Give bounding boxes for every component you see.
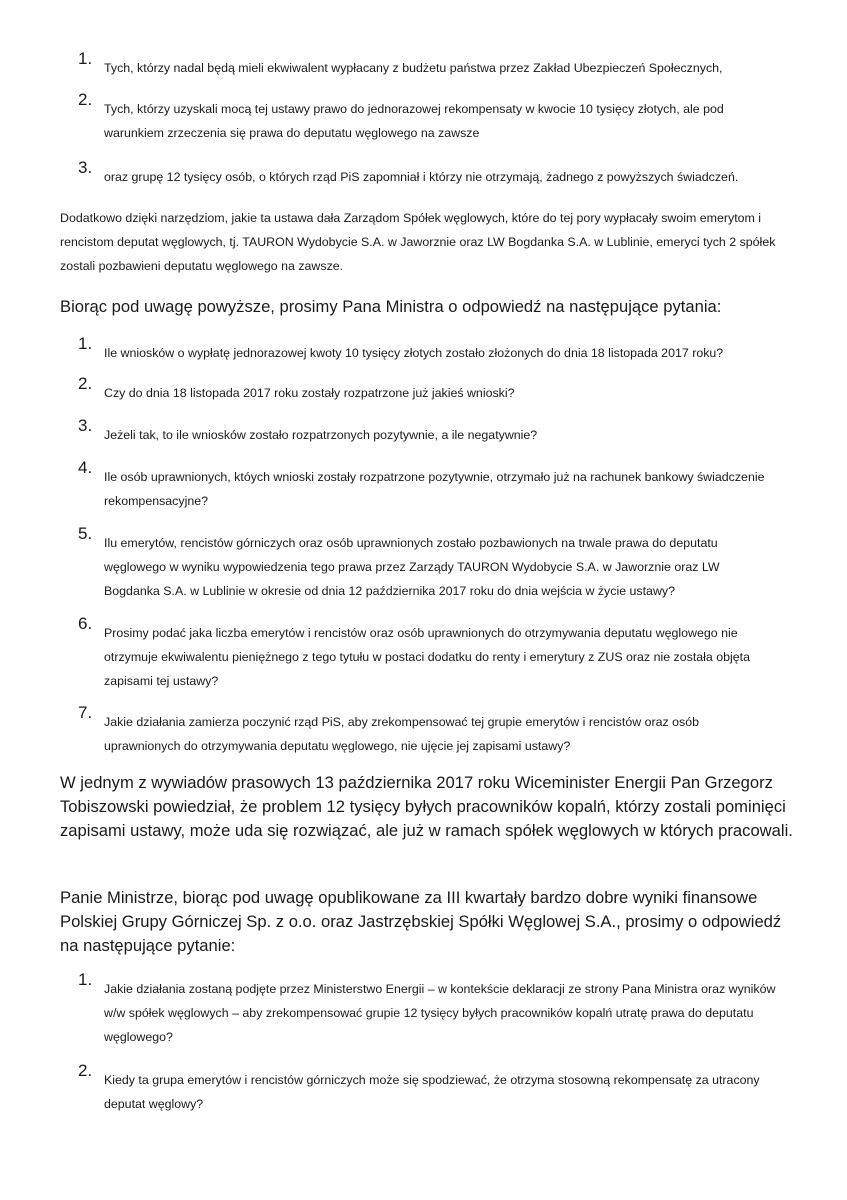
list-number: 5.	[78, 524, 93, 543]
list-item	[78, 970, 778, 1049]
list-text: Prosimy podać jaka liczba emerytów i rencistów oraz osób uprawnionych do otrzymywania deputatu węglowego nie otrzymuje ekwiwalentu pieniężnego z tego tytułu w postaci dodatku do renty i emerytury z ZUS oraz nie została objęta zapisami tej ustawy?	[104, 626, 751, 688]
list-item	[78, 1061, 778, 1116]
list-item	[78, 90, 778, 145]
list-item	[78, 703, 778, 758]
list-item	[78, 334, 778, 365]
list-number: 6.	[78, 614, 93, 633]
list-item	[78, 524, 778, 603]
list-text: Ile wniosków o wypłatę jednorazowej kwoty 10 tysięcy złotych zostało złożonych do dnia 18 listopada 2017 roku?	[104, 346, 724, 360]
list-text: Kiedy ta grupa emerytów i rencistów górniczych może się spodziewać, że otrzyma stosowną rekompensatę za utracony deputat węglowy?	[104, 1073, 760, 1111]
list-text: Jakie działania zostaną podjęte przez Ministerstwo Energii – w kontekście deklaracji ze strony Pana Ministra oraz wyników w/w spółek węglowych – aby zrekompensować grupie 12 tysięcy byłych pracowników kopalń utratę prawa do deputatu węglowego?	[104, 982, 776, 1044]
list-text: Jakie działania zamierza poczynić rząd PiS, aby zrekompensować tej grupie emerytów i rencistów oraz osób uprawnionych do otrzymywania deputatu węglowego, nie ujęcie jej zapisami ustawy?	[104, 715, 700, 753]
section-heading: Biorąc pod uwagę powyższe, prosimy Pana Ministra o odpowiedź na następujące pytania:	[60, 297, 722, 316]
list-item	[78, 416, 778, 447]
list-text: Czy do dnia 18 listopada 2017 roku zostały rozpatrzone już jakieś wnioski?	[104, 386, 515, 400]
list-text: Tych, którzy nadal będą mieli ekwiwalent wypłacany z budżetu państwa przez Zakład Ubezpieczeń Społecznych,	[104, 61, 723, 75]
list-item	[78, 374, 778, 405]
list-text: Jeżeli tak, to ile wniosków zostało rozpatrzonych pozytywnie, a ile negatywnie?	[104, 428, 538, 442]
list-text: Ile osób uprawnionych, któych wnioski zostały rozpatrzone pozytywnie, otrzymało już na rachunek bankowy świadczenie rekompensacyjne?	[104, 470, 765, 508]
list-number: 1.	[78, 970, 93, 989]
list-item	[78, 49, 778, 80]
list-text: Tych, którzy uzyskali mocą tej ustawy prawo do jednorazowej rekompensaty w kwocie 10 tysięcy złotych, ale pod warunkiem zrzeczenia się prawa do deputatu węglowego na zawsze	[104, 102, 724, 140]
list-number: 2.	[78, 1061, 93, 1080]
list-number: 1.	[78, 49, 93, 68]
list-number: 2.	[78, 374, 93, 393]
list-number: 3.	[78, 416, 93, 435]
paragraph: Dodatkowo dzięki narzędziom, jakie ta ustawa dała Zarządom Spółek węglowych, które do tej pory wypłacały swoim emerytom i rencistom deputat węglowych, tj. TAURON Wydobycie S.A. w Jaworznie oraz LW Bogdanka S.A. w Lublinie, emeryci tych 2 spółek zostali pozbawieni deputatu węglowego na zawsze.	[60, 211, 776, 273]
list-item	[78, 458, 778, 513]
list-number: 1.	[78, 334, 93, 353]
list-item	[78, 614, 778, 693]
list-item	[78, 158, 778, 189]
list-number: 7.	[78, 703, 93, 722]
section-heading: W jednym z wywiadów prasowych 13 października 2017 roku Wiceminister Energii Pan Grzegorz Tobiszowski powiedział, że problem 12 tysięcy byłych pracowników kopalń, którzy zostali pominięci zapisami ustawy, może uda się rozwiązać, ale już w ramach spółek węglowych w których pracowali.	[60, 773, 793, 840]
list-text: oraz grupę 12 tysięcy osób, o których rząd PiS zapomniał i którzy nie otrzymają, żadnego z powyższych świadczeń.	[104, 170, 739, 184]
list-text: Ilu emerytów, rencistów górniczych oraz osób uprawnionych zostało pozbawionych na trwale prawa do deputatu węglowego w wyniku wypowiedzenia tego prawa przez Zarządy TAURON Wydobycie S.A. w Jaworznie oraz LW Bogdanka S.A. w Lublinie w okresie od dnia 12 października 2017 roku do dnia wejścia w życie ustawy?	[104, 536, 720, 598]
list-number: 4.	[78, 458, 93, 477]
section-heading: Panie Ministrze, biorąc pod uwagę opublikowane za III kwartały bardzo dobre wyniki finansowe Polskiej Grupy Górniczej Sp. z o.o. oraz Jastrzębskiej Spółki Węglowej S.A., prosimy o odpowiedź na następujące pytanie:	[60, 888, 782, 955]
list-number: 2.	[78, 90, 93, 109]
list-number: 3.	[78, 158, 93, 177]
